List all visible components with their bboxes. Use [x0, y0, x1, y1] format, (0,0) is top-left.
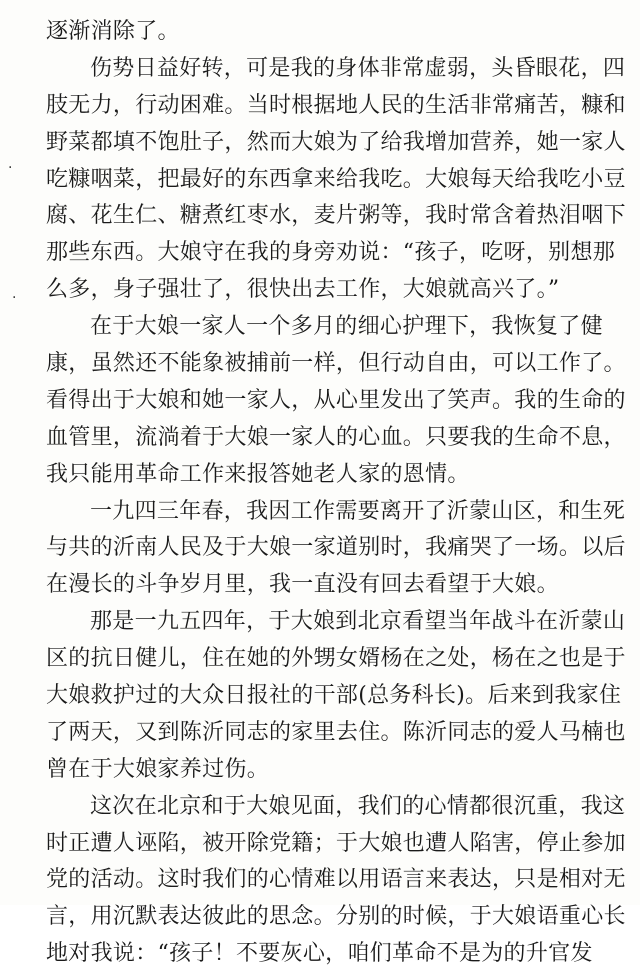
- text-line: 么多，身子强壮了，很快出去工作，大娘就高兴了。”: [46, 277, 560, 303]
- text-line: 康，虽然还不能象被捕前一样，但行动自由，可以工作了。: [46, 351, 626, 377]
- text-line: 肢无力，行动困难。当时根据地人民的生活非常痛苦，糠和: [46, 92, 626, 118]
- text-line: 大娘救护过的大众日报社的干部(总务科长)。后来到我家住: [46, 683, 622, 709]
- text-line: 了两天，又到陈沂同志的家里去住。陈沂同志的爱人马楠也: [46, 719, 626, 745]
- text-line: 时正遭人诬陷，被开除党籍；于大娘也遭人陷害，停止参加: [46, 830, 626, 856]
- text-line: 这次在北京和于大娘见面，我们的心情都很沉重，我这: [90, 793, 626, 819]
- text-line: 地对我说：“孩子！不要灰心，咱们革命不是为的升官发: [46, 941, 593, 967]
- text-line: 党的活动。这时我们的心情难以用语言来表达，只是相对无: [46, 867, 626, 893]
- text-line: 腐、花生仁、糖煮红枣水，麦片粥等，我时常含着热泪咽下: [46, 203, 626, 229]
- text-line: 与共的沂南人民及于大娘一家道别时，我痛哭了一场。以后: [46, 535, 626, 561]
- scan-speck: ·: [12, 290, 17, 306]
- text-line: 我只能用革命工作来报答她老人家的恩情。: [46, 461, 470, 487]
- text-line: 区的抗日健儿，住在她的外甥女婿杨在之处，杨在之也是于: [46, 646, 626, 672]
- text-line: 血管里，流淌着于大娘一家人的心血。只要我的生命不息，: [46, 424, 626, 450]
- text-line: 逐渐消除了。: [46, 19, 180, 44]
- text-line: 言，用沉默表达彼此的思念。分别的时候，于大娘语重心长: [46, 904, 626, 930]
- text-line: 在于大娘一家人一个多月的细心护理下，我恢复了健: [90, 314, 603, 340]
- text-line: 伤势日益好转，可是我的身体非常虚弱，头昏眼花，四: [90, 55, 626, 81]
- text-line: 那是一九五四年，于大娘到北京看望当年战斗在沂蒙山: [90, 609, 626, 635]
- text-line: 看得出于大娘和她一家人，从心里发出了笑声。我的生命的: [46, 387, 626, 413]
- body-text: [46, 14, 626, 973]
- text-line: 吃糠咽菜，把最好的东西拿来给我吃。大娘每天给我吃小豆: [46, 166, 626, 192]
- scan-speck: ·: [8, 160, 13, 176]
- text-line: 曾在于大娘家养过伤。: [46, 756, 270, 782]
- text-line: 一九四三年春，我因工作需要离开了沂蒙山区，和生死: [90, 498, 626, 524]
- text-line: 野菜都填不饱肚子，然而大娘为了给我增加营养，她一家人: [46, 129, 626, 155]
- text-line: 在漫长的斗争岁月里，我一直没有回去看望于大娘。: [46, 572, 559, 598]
- text-line: 那些东西。大娘守在我的身旁劝说：“孩子，吃呀，别想那: [46, 240, 616, 266]
